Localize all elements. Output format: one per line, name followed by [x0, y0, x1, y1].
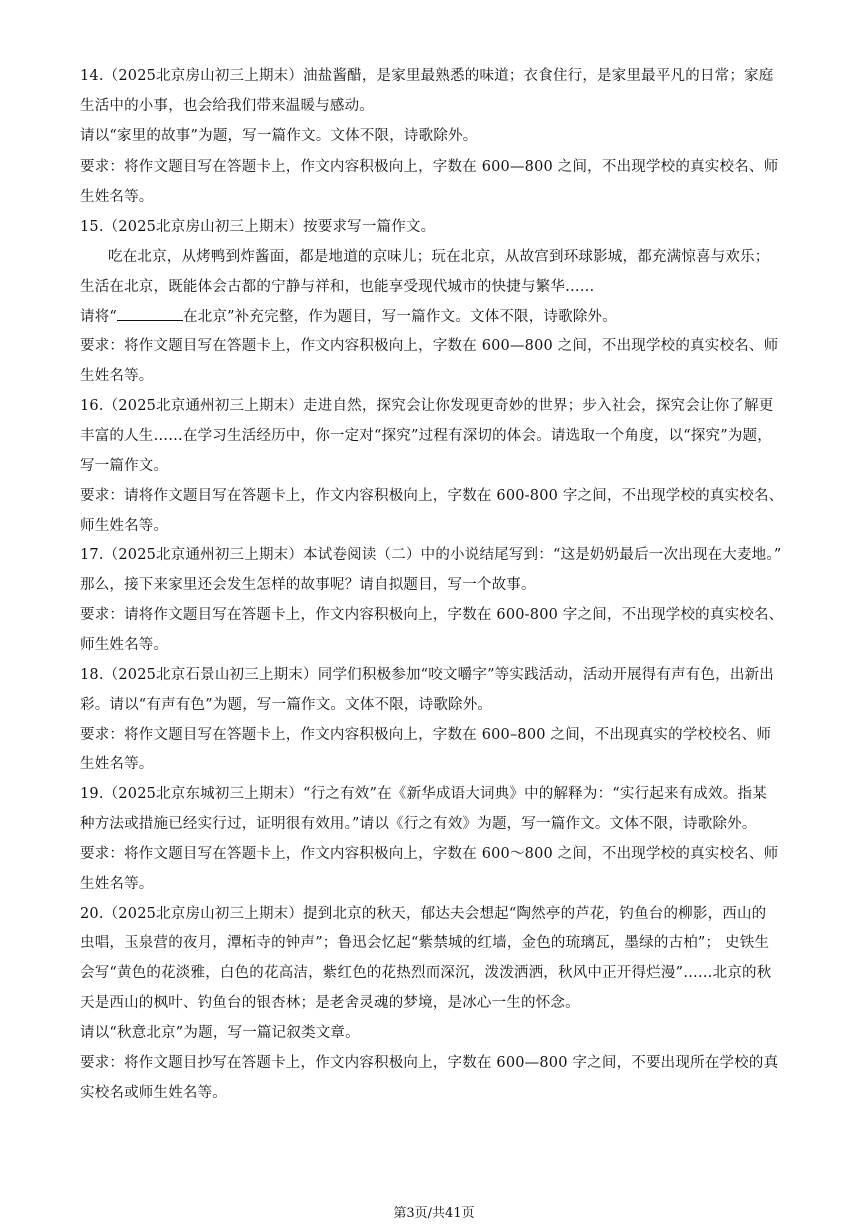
q18-line-2: 彩。请以“有声有色”为题，写一篇作文。文体不限，诗歌除外。 — [80, 697, 493, 713]
q16-line-3: 写一篇作文。 — [80, 458, 169, 474]
q19-line-1: 19.（2025北京东城初三上期末）“行之有效”在《新华成语大词典》中的解释为：“实行起来有成效。指某 — [80, 786, 767, 802]
q16-line-2: 丰富的人生……在学习生活经历中，你一定对“探究”过程有深切的体会。请选取一个角度，以“探究”为题， — [80, 428, 772, 444]
q15-line-3: 生活在北京，既能体会古都的宁静与祥和，也能享受现代城市的快捷与繁华…… — [80, 279, 595, 295]
q20-line-6: 要求：将作文题目抄写在答题卡上，作文内容积极向上，字数在 600—800 字之间，不要出现所在学校的真 — [80, 1055, 779, 1071]
q15-line-4 — [80, 306, 795, 327]
q14-line-1: 14.（2025北京房山初三上期末）油盐酱醋，是家里最熟悉的味道；衣食住行，是家里最平凡的日常；家庭 — [80, 68, 774, 84]
q20-line-1: 20.（2025北京房山初三上期末）提到北京的秋天，郁达夫会想起“陶然亭的芦花，钓鱼台的柳影，西山的 — [80, 906, 767, 922]
q18-line-3: 要求：将作文题目写在答题卡上，作文内容积极向上，字数在 600–800 之间，不出现真实的学校校名、师 — [80, 727, 772, 743]
q20-line-4: 天是西山的枫叶、钓鱼台的银杏林；是老舍灵魂的梦境，是冰心一生的怀念。 — [80, 995, 580, 1011]
q15-line-5: 要求：将作文题目写在答题卡上，作文内容积极向上，字数在 600—800 之间，不出现学校的真实校名、师 — [80, 338, 779, 354]
q20-line-2: 虫唱，玉泉营的夜月，潭柘寺的钟声”；鲁迅会忆起“紫禁城的红墙，金色的琉璃瓦，墨绿的古柏”； 史铁生 — [80, 935, 770, 951]
q19-line-4: 生姓名等。 — [80, 876, 154, 892]
q20-line-3: 会写“黄色的花淡雅，白色的花高洁，紫红色的花热烈而深沉，泼泼洒洒，秋风中正开得烂漫”……北京的秋 — [80, 965, 772, 981]
q19-line-2: 种方法或措施已经实行过，证明很有效用。”请以《行之有效》为题，写一篇作文。文体不限，诗歌除外。 — [80, 816, 757, 832]
q14-line-5: 生姓名等。 — [80, 189, 154, 205]
q15-line-2: 吃在北京，从烤鸭到炸酱面，都是地道的京味儿；玩在北京，从故宫到环球影城，都充满惊喜与欢乐； — [108, 249, 770, 265]
fill-in-blank — [117, 306, 183, 321]
q20-line-7: 实校名或师生姓名等。 — [80, 1085, 227, 1101]
q15-line-4-prefix: 请将“ — [80, 309, 118, 325]
q16-line-1: 16.（2025北京通州初三上期末）走进自然，探究会让你发现更奇妙的世界；步入社会，探究会让你了解更 — [80, 398, 774, 414]
q17-line-1: 17.（2025北京通州初三上期末）本试卷阅读（二）中的小说结尾写到：“这是奶奶最后一次出现在大麦地。” — [80, 547, 782, 563]
q20-line-5: 请以“秋意北京”为题，写一篇记叙类文章。 — [80, 1025, 360, 1041]
q15-line-4-suffix: 在北京”补充完整，作为题目，写一篇作文。文体不限，诗歌除外。 — [183, 309, 617, 325]
q18-line-4: 生姓名等。 — [80, 756, 154, 772]
q17-line-2: 那么，接下来家里还会发生怎样的故事呢？请自拟题目，写一个故事。 — [80, 577, 536, 593]
q15-line-1: 15.（2025北京房山初三上期末）按要求写一篇作文。 — [80, 219, 436, 235]
q17-line-4: 师生姓名等。 — [80, 637, 169, 653]
q16-line-4: 要求：请将作文题目写在答题卡上，作文内容积极向上，字数在 600-800 字之间，不出现学校的真实校名、 — [80, 488, 784, 504]
q14-line-2: 生活中的小事，也会给我们带来温暖与感动。 — [80, 98, 374, 114]
page-number-footer: 第3页/共41页 — [393, 1206, 475, 1221]
q19-line-3: 要求：将作文题目写在答题卡上，作文内容积极向上，字数在 600～800 之间，不出现学校的真实校名、师 — [80, 846, 779, 862]
q15-line-6: 生姓名等。 — [80, 368, 154, 384]
q17-line-3: 要求：请将作文题目写在答题卡上，作文内容积极向上，字数在 600-800 字之间，不出现学校的真实校名、 — [80, 607, 784, 623]
q16-line-5: 师生姓名等。 — [80, 518, 169, 534]
q14-line-3: 请以“家里的故事”为题，写一篇作文。文体不限，诗歌除外。 — [80, 128, 478, 144]
q18-line-1: 18.（2025北京石景山初三上期末）同学们积极参加“咬文嚼字”等实践活动，活动开展得有声有色，出新出 — [80, 667, 774, 683]
q14-line-4: 要求：将作文题目写在答题卡上，作文内容积极向上，字数在 600—800 之间，不出现学校的真实校名、师 — [80, 159, 779, 175]
